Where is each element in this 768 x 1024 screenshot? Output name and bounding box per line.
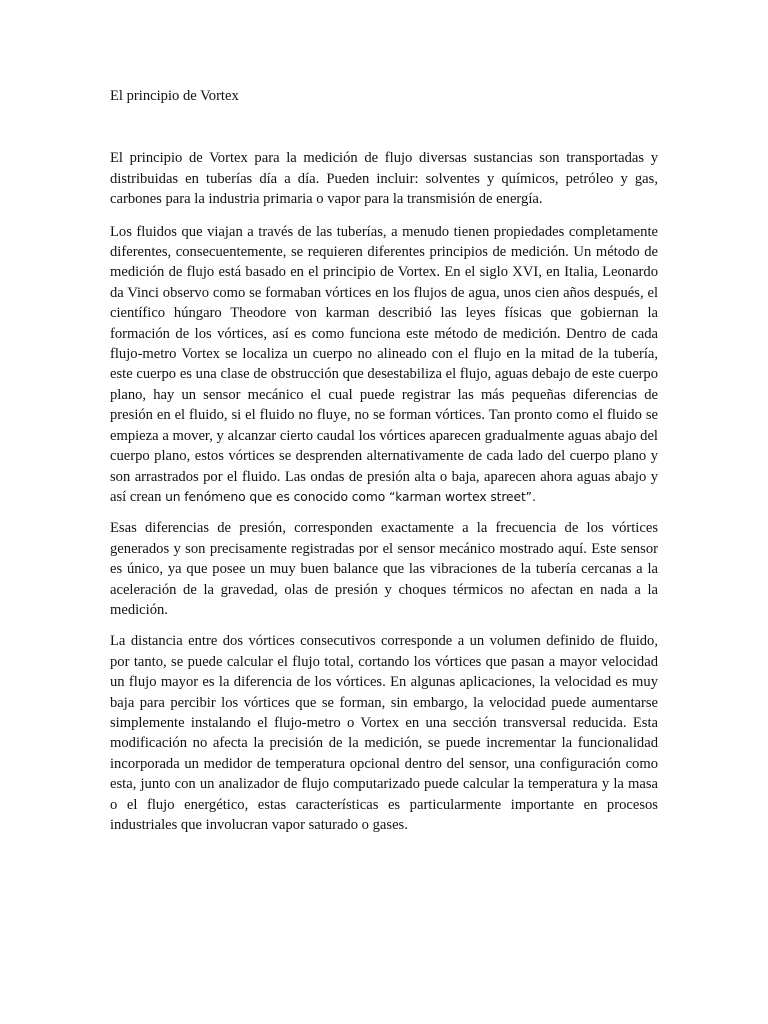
paragraph-intro: El principio de Vortex para la medición de flujo diversas sustancias son transportadas y distribuidas en tuberías día a día. Pueden incluir: solventes y químicos, petróleo y gas, carbones para la industria primaria o vapor para la transmisión de energía. xyxy=(110,150,658,208)
paragraph-fluids xyxy=(110,222,658,508)
document-body xyxy=(110,86,658,845)
paragraph-distance: La distancia entre dos vórtices consecutivos corresponde a un volumen definido de fluido, por tanto, se puede calcular el flujo total, cortando los vórtices que pasan a mayor velocidad un flujo mayor es la diferencia de los vórtices. En algunas aplicaciones, la velocidad es muy baja para percibir los vórtices que se forman, sin embargo, la velocidad puede aumentarse simplemente instalando el flujo-metro o Vortex en una sección transversal reducida. Esta modificación no afecta la precisión de la medición, se puede incrementar la funcionalidad incorporada un medidor de temperatura opcional dentro del sensor, una configuración como esta, junto con un analizador de flujo computarizado puede calcular la temperatura y la masa o el flujo energético, estas características es particularmente importante en procesos industriales que involucran vapor saturado o gases. xyxy=(110,633,658,833)
paragraph-pressure: Esas diferencias de presión, corresponden exactamente a la frecuencia de los vórtices generados y son precisamente registradas por el sensor mecánico mostrado aquí. Este sensor es único, ya que posee un muy buen balance que las vibraciones de la tubería cercanas a la aceleración de la gravedad, olas de presión y choques térmicos no afectan en nada a la medición. xyxy=(110,520,658,618)
karman-street-phrase: un fenómeno que es conocido como “karman wortex street”. xyxy=(165,489,536,504)
document-title: El principio de Vortex xyxy=(110,88,239,104)
paragraph-fluids-text: Los fluidos que viajan a través de las tuberías, a menudo tienen propiedades completamente diferentes, consecuentemente, se requieren diferentes principios de medición. Un método de medición de flujo está basado en el principio de Vortex. En el siglo XVI, en Italia, Leonardo da Vinci observo como se formaban vórtices en los flujos de agua, unos cien años después, el científico húngaro Theodore von karman describió las leyes físicas que gobiernan la formación de los vórtices, así es como funciona este método de medición. Dentro de cada flujo-metro Vortex se localiza un cuerpo no alineado con el flujo en la mitad de la tubería, este cuerpo es una clase de obstrucción que desestabiliza el flujo, aguas debajo de este cuerpo plano, hay un sensor mecánico el cual puede registrar las más pequeñas diferencias de presión en el fluido, si el fluido no fluye, no se forman vórtices. Tan pronto como el fluido se empieza a mover, y alcanzar cierto caudal los vórtices aparecen gradualmente aguas abajo del cuerpo plano, estos vórtices se desprenden alternativamente de cada lado del cuerpo plano y son arrastrados por el fluido. Las ondas de presión alta o baja, aparecen ahora aguas abajo y así crean xyxy=(110,223,658,505)
